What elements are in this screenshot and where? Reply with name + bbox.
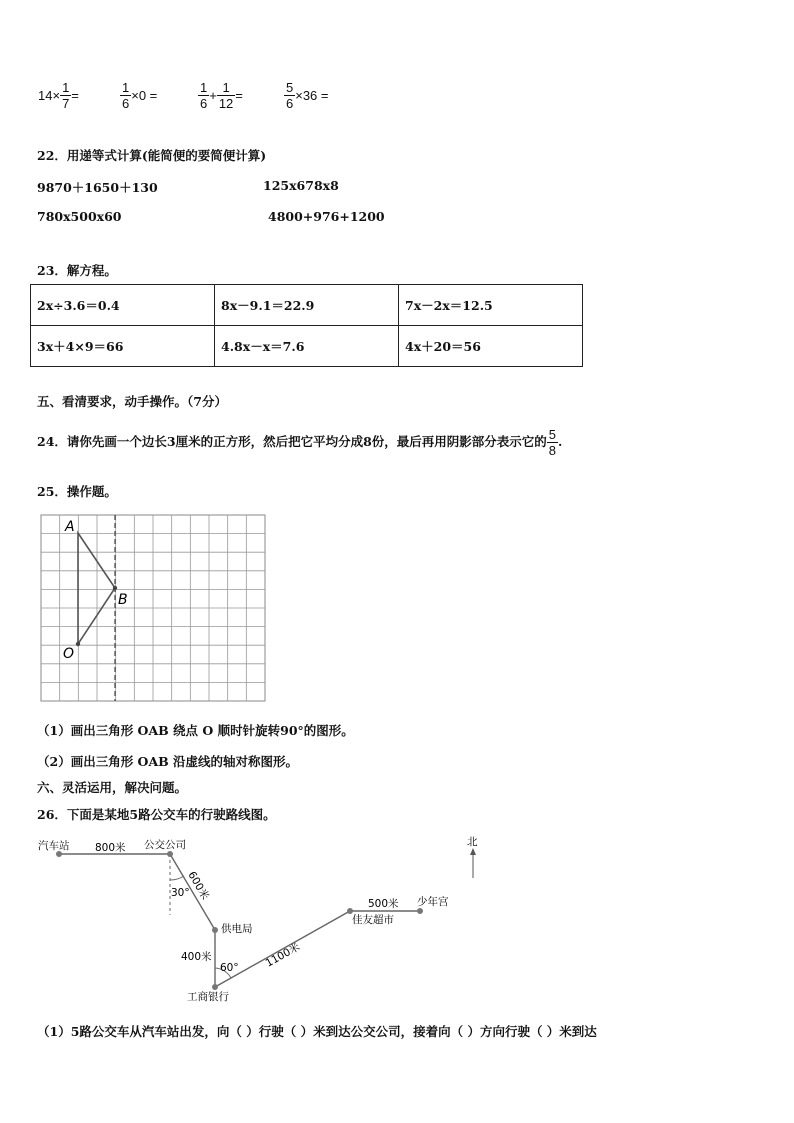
stop-dot: [417, 908, 423, 914]
label-o: O: [63, 646, 75, 662]
table-cell: 4x＋20＝56: [399, 326, 583, 367]
fraction: $\frac{1}{7}$: [62, 80, 70, 111]
point-o: [76, 642, 80, 646]
stop-dot: [212, 984, 218, 990]
north-arrow-head: [470, 848, 476, 855]
q26-sub1: （1）5路公交车从汽车站出发，向（ ）行驶（ ）米到达公交公司，接着向（ ）方向行驶（ ）米到达: [37, 1024, 597, 1039]
q22-item: 780x500x60: [37, 209, 122, 224]
table-row: [31, 285, 583, 326]
table-cell: 4.8x－x＝7.6: [215, 326, 399, 367]
stop-label: 工商银行: [187, 991, 229, 1003]
equation-table: [30, 284, 583, 367]
calc-item-4: [284, 80, 329, 111]
calc-item-1: [38, 80, 79, 111]
q24-end: .: [558, 434, 563, 449]
angle-label: 30°: [171, 887, 190, 899]
calc-text: =: [235, 88, 243, 103]
fraction: $\frac{5}{6}$: [286, 80, 294, 111]
fraction: $\frac{1}{6}$: [122, 80, 130, 111]
distance-label: 400米: [181, 951, 212, 963]
calc-text: 14×: [38, 88, 61, 103]
fraction: $\frac{1}{6}$: [200, 80, 208, 111]
q22-item: 9870＋1650＋130: [37, 180, 158, 195]
label-b: B: [118, 592, 128, 608]
calc-text: ×36 =: [295, 88, 329, 103]
label-a: A: [65, 519, 75, 535]
stop-label: 公交公司: [144, 839, 186, 851]
distance-label: 800米: [95, 842, 126, 854]
calc-item-3: [198, 80, 243, 111]
calc-text: +: [209, 88, 217, 103]
distance-label: 500米: [368, 898, 399, 910]
table-cell: 7x－2x＝12.5: [399, 285, 583, 326]
table-cell: 8x－9.1＝22.9: [215, 285, 399, 326]
section-6-heading: 六、灵活运用，解决问题。: [37, 780, 188, 795]
stop-label: 佳友超市: [352, 914, 394, 926]
table-cell: 2x÷3.6＝0.4: [31, 285, 215, 326]
stop-dot: [212, 927, 218, 933]
calc-text: =: [71, 88, 79, 103]
stop-label: 供电局: [221, 923, 253, 935]
section-5-heading: 五、看清要求，动手操作。（7分）: [37, 394, 227, 409]
q23-title: 23．解方程。: [37, 263, 117, 278]
grid-figure: [40, 514, 268, 704]
calc-item-2: [120, 80, 157, 111]
distance-label: 1100米: [263, 941, 303, 970]
stop-label: 少年宫: [417, 896, 449, 908]
q22-title: 22．用递等式计算(能简便的要简便计算): [37, 148, 267, 163]
q25-title: 25．操作题。: [37, 484, 117, 499]
q25-sub1: （1）画出三角形 OAB 绕点 O 顺时针旋转90°的图形。: [37, 723, 354, 738]
table-cell: 3x＋4×9＝66: [31, 326, 215, 367]
q24-body: 24．请你先画一个边长3厘米的正方形，然后把它平均分成8份，最后再用阴影部分表示它的: [37, 434, 547, 449]
fraction: $\frac{1}{12}$: [218, 80, 234, 111]
stop-label: 汽车站: [38, 840, 70, 852]
distance-label: 600米: [185, 869, 212, 902]
fraction: $\frac{5}{8}$: [548, 427, 557, 458]
angle-label: 60°: [220, 962, 239, 974]
bus-route-map: [30, 830, 490, 1010]
q26-title: 26．下面是某地5路公交车的行驶路线图。: [37, 807, 276, 822]
q25-sub2: （2）画出三角形 OAB 沿虚线的轴对称图形。: [37, 754, 299, 769]
q22-item: 4800+976+1200: [268, 209, 385, 224]
q24-text: [37, 427, 562, 458]
calc-text: ×0 =: [131, 88, 158, 103]
table-row: [31, 326, 583, 367]
north-label: 北: [467, 836, 478, 848]
q22-item: 125x678x8: [263, 178, 339, 193]
point-b: [113, 586, 117, 590]
stop-dot: [167, 851, 173, 857]
angle-arc-1: [170, 876, 184, 880]
